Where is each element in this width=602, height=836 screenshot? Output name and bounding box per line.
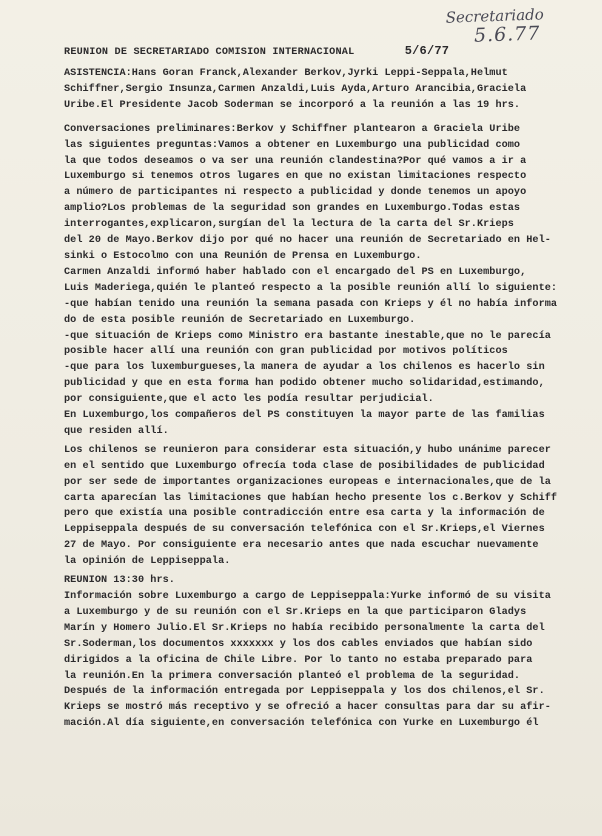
- text-line: la que todos deseamos o va ser una reunión clandestina?Por qué vamos a ir a: [64, 155, 527, 167]
- document-body: [64, 66, 584, 732]
- text-line: pero que existía una posible contradicción entre esa carta y la información de: [64, 508, 545, 520]
- document-heading: [64, 44, 449, 58]
- paragraph: [64, 66, 584, 114]
- text-line: interrogantes,explicaron,surgían del la lectura de la carta del Sr.Krieps: [64, 219, 514, 231]
- paragraph: [64, 443, 584, 570]
- text-line: que residen allí.: [64, 425, 169, 437]
- handwritten-annotation: [445, 6, 544, 47]
- text-line: mación.Al día siguiente,en conversación telefónica con Yurke en Luxemburgo él: [64, 718, 539, 730]
- paragraph-gap: [64, 114, 584, 122]
- text-line: Conversaciones preliminares:Berkov y Schiffner plantearon a Graciela Uribe: [64, 123, 521, 135]
- text-line: la reunión.En la primera conversación planteó el problema de la seguridad.: [64, 670, 521, 682]
- document-title: REUNION DE SECRETARIADO COMISION INTERNACIONAL: [64, 47, 355, 58]
- text-line: amplio?Los problemas de la seguridad son grandes en Luxemburgo.Todas estas: [64, 203, 521, 215]
- text-line: por ser sede de importantes organizaciones europeas e internacionales,que de la: [64, 476, 551, 488]
- text-line: 27 de Mayo. Por consiguiente era necesario antes que nada escuchar nuevamente: [64, 540, 539, 552]
- text-line: carta aparecían las limitaciones que habían hecho presente los c.Berkov y Schiff: [64, 492, 558, 504]
- text-line: -que situación de Krieps como Ministro era bastante inestable,que no le parecía: [64, 330, 551, 342]
- text-line: Información sobre Luxemburgo a cargo de Leppiseppala:Yurke informó de su visita: [64, 591, 551, 602]
- text-line: -que habían tenido una reunión la semana pasada con Krieps y él no había informa: [64, 298, 558, 310]
- text-line: ASISTENCIA:Hans Goran Franck,Alexander Berkov,Jyrki Leppi-Seppala,Helmut: [64, 68, 508, 79]
- text-line: Luxemburgo si tenemos otros lugares en que no existan limitaciones respecto: [64, 171, 527, 183]
- text-line: la opinión de Leppiseppala.: [64, 556, 231, 568]
- text-line: Marín y Homero Julio.El Sr.Krieps no había recibido personalmente la carta del: [64, 622, 545, 634]
- handwritten-date: 5.6.77: [473, 21, 541, 47]
- text-line: Luis Maderiega,quién le planteó respecto a la posible reunión allí lo siguiente:: [64, 282, 558, 294]
- text-line: publicidad y que en esta forma han podido obtener mucho solidaridad,estimando,: [64, 378, 545, 390]
- document-date: 5/6/77: [404, 44, 450, 58]
- text-line: del 20 de Mayo.Berkov dijo por qué no hacer una reunión de Secretariado en Hel-: [64, 235, 551, 247]
- paragraph: [64, 122, 584, 440]
- text-line: sinki o Estocolmo con una Reunión de Prensa en Luxemburgo.: [64, 250, 422, 262]
- text-line: Carmen Anzaldi informó haber hablado con el encargado del PS en Luxemburgo,: [64, 266, 527, 278]
- text-line: dirigidos a la oficina de Chile Libre. Por lo tanto no estaba preparado para: [64, 654, 533, 666]
- text-line: a Luxemburgo y de su reunión con el Sr.Krieps en la que participaron Gladys: [64, 606, 527, 618]
- text-line: do de esta posible reunión de Secretariado en Luxemburgo.: [64, 314, 416, 326]
- text-line: a número de participantes ni respecto a publicidad y donde tenemos un apoyo: [64, 187, 527, 199]
- text-line: Después de la información entregada por Leppiseppala y los dos chilenos,el Sr.: [64, 686, 545, 698]
- paragraph: [64, 573, 584, 732]
- text-line: Sr.Soderman,los documentos xxxxxxx y los dos cables enviados que habían sido: [64, 638, 533, 650]
- text-line: por consiguiente,que el acto les podía resultar perjudicial.: [64, 394, 434, 406]
- text-line: REUNION 13:30 hrs.: [64, 575, 175, 587]
- text-line: Uribe.El Presidente Jacob Soderman se incorporó a la reunión a las 19 hrs.: [64, 99, 521, 111]
- handwritten-label: Secretariado: [445, 5, 544, 27]
- text-line: -que para los luxemburgueses,la manera de ayudar a los chilenos es hacerlo sin: [64, 362, 545, 374]
- text-line: En Luxemburgo,los compañeros del PS constituyen la mayor parte de las familias: [64, 410, 545, 422]
- text-line: las siguientes preguntas:Vamos a obtener en Luxemburgo una publicidad como: [64, 139, 521, 151]
- text-line: posible hacer allí una reunión con gran publicidad por motivos políticos: [64, 346, 508, 358]
- text-line: Krieps se mostró más receptivo y se ofreció a hacer consultas para dar su afir-: [64, 702, 551, 714]
- text-line: Schiffner,Sergio Insunza,Carmen Anzaldi,Luis Ayda,Arturo Arancibia,Graciela: [64, 83, 527, 95]
- text-line: Leppiseppala después de su conversación telefónica con el Sr.Krieps,el Viernes: [64, 524, 545, 536]
- text-line: en el sentido que Luxemburgo ofrecía toda clase de posibilidades de publicidad: [64, 460, 545, 472]
- text-line: Los chilenos se reunieron para considerar esta situación,y hubo unánime parecer: [64, 444, 551, 456]
